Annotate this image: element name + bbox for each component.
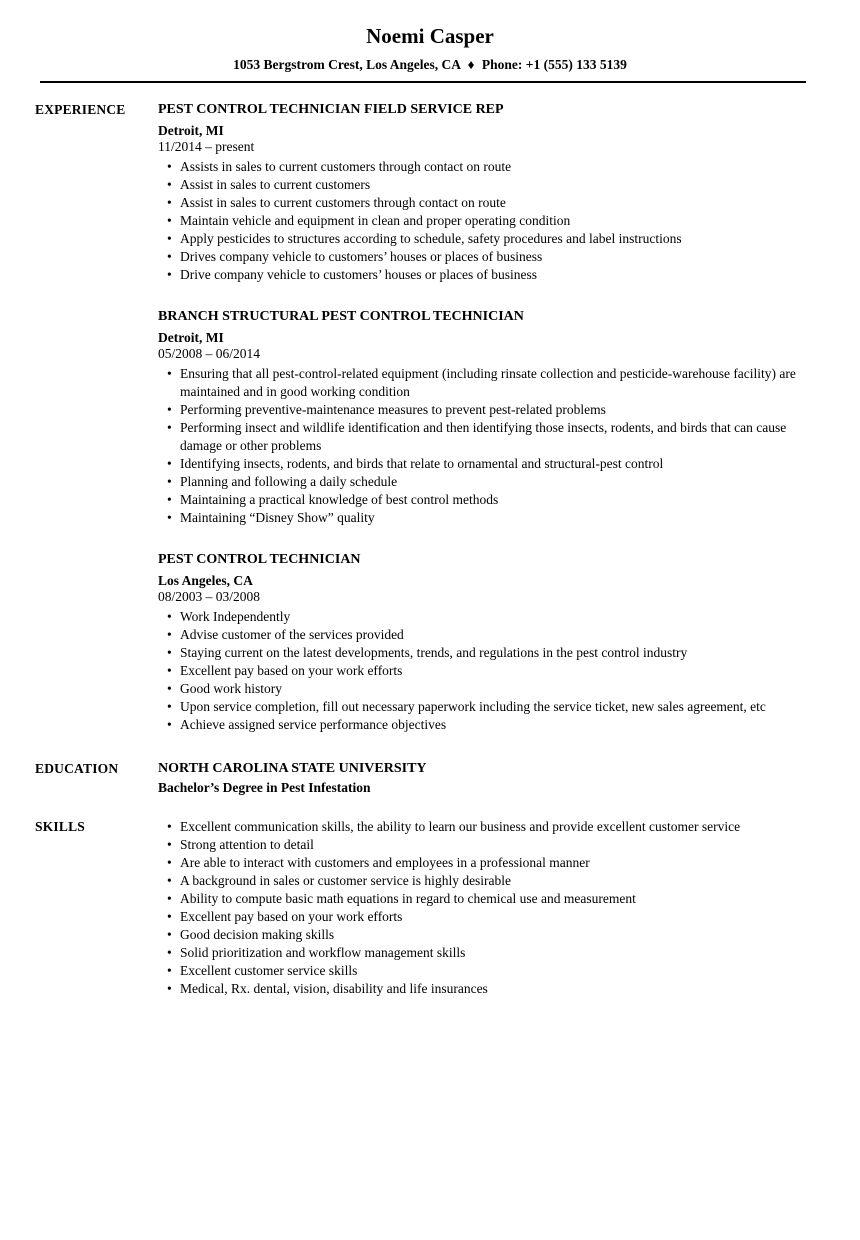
job-entry-3 — [158, 551, 808, 734]
bullet-item: • Staying current on the latest developments, trends, and regulations in the pest control industry — [158, 644, 808, 662]
bullet-item: • Good work history — [158, 680, 808, 698]
resume-header — [0, 0, 860, 83]
experience-content — [158, 101, 808, 734]
bullet-item: • Drive company vehicle to customers’ houses or places of business — [158, 266, 808, 284]
experience-section — [35, 101, 830, 734]
education-content — [158, 760, 808, 796]
skills-bullet-list — [158, 818, 808, 998]
bullet-item: • Good decision making skills — [158, 926, 808, 944]
bullet-item: • Performing preventive-maintenance measures to prevent pest-related problems — [158, 401, 808, 419]
bullet-item: • Assists in sales to current customers through contact on route — [158, 158, 808, 176]
bullet-item: • Are able to interact with customers and employees in a professional manner — [158, 854, 808, 872]
candidate-name: Noemi Casper — [366, 24, 494, 48]
degree-name: Bachelor’s Degree in Pest Infestation — [158, 780, 371, 795]
bullet-item: • A background in sales or customer service is highly desirable — [158, 872, 808, 890]
job-location: Los Angeles, CA — [158, 573, 253, 588]
bullet-item: • Excellent communication skills, the ability to learn our business and provide excellent customer service — [158, 818, 808, 836]
bullet-item: • Apply pesticides to structures according to schedule, safety procedures and label instructions — [158, 230, 808, 248]
bullet-item: • Performing insect and wildlife identification and then identifying those insects, rodents, and birds that can cause damage or other problems — [158, 419, 808, 455]
job-title: PEST CONTROL TECHNICIAN FIELD SERVICE REP — [158, 102, 504, 117]
contact-phone: Phone: +1 (555) 133 5139 — [481, 57, 627, 72]
bullet-item: • Medical, Rx. dental, vision, disability and life insurances — [158, 980, 808, 998]
job-dates: 05/2008 – 06/2014 — [158, 346, 261, 361]
diamond-separator-icon: ♦ — [467, 57, 475, 72]
job-bullet-list — [158, 158, 808, 284]
job-title: PEST CONTROL TECHNICIAN — [158, 552, 361, 567]
header-divider — [40, 81, 806, 83]
bullet-item: • Planning and following a daily schedule — [158, 473, 808, 491]
job-location: Detroit, MI — [158, 123, 224, 138]
bullet-item: • Maintaining a practical knowledge of best control methods — [158, 491, 808, 509]
skills-section — [35, 818, 830, 998]
bullet-item: • Achieve assigned service performance objectives — [158, 716, 808, 734]
job-entry-1 — [158, 101, 808, 284]
bullet-item: • Drives company vehicle to customers’ houses or places of business — [158, 248, 808, 266]
bullet-item: • Excellent pay based on your work efforts — [158, 662, 808, 680]
bullet-item: • Assist in sales to current customers — [158, 176, 808, 194]
bullet-item: • Identifying insects, rodents, and birds that relate to ornamental and structural-pest control — [158, 455, 808, 473]
job-location: Detroit, MI — [158, 330, 224, 345]
bullet-item: • Ensuring that all pest-control-related equipment (including rinsate collection and pesticide-warehouse facility) are maintained and in good working condition — [158, 365, 808, 401]
job-dates: 11/2014 – present — [158, 139, 255, 154]
bullet-item: • Ability to compute basic math equations in regard to chemical use and measurement — [158, 890, 808, 908]
bullet-item: • Work Independently — [158, 608, 808, 626]
bullet-item: • Maintaining “Disney Show” quality — [158, 509, 808, 527]
bullet-item: • Maintain vehicle and equipment in clean and proper operating condition — [158, 212, 808, 230]
bullet-item: • Solid prioritization and workflow management skills — [158, 944, 808, 962]
bullet-item: • Upon service completion, fill out necessary paperwork including the service ticket, new sales agreement, etc — [158, 698, 808, 716]
skills-content — [158, 818, 808, 998]
bullet-item: • Excellent customer service skills — [158, 962, 808, 980]
contact-address: 1053 Bergstrom Crest, Los Angeles, CA — [233, 57, 461, 72]
section-label-experience: EXPERIENCE — [35, 102, 126, 117]
contact-line — [0, 57, 860, 73]
education-section — [35, 760, 830, 796]
resume-body — [35, 101, 830, 998]
bullet-item: • Assist in sales to current customers through contact on route — [158, 194, 808, 212]
job-bullet-list — [158, 608, 808, 734]
bullet-item: • Excellent pay based on your work efforts — [158, 908, 808, 926]
bullet-item: • Advise customer of the services provided — [158, 626, 808, 644]
job-dates: 08/2003 – 03/2008 — [158, 589, 261, 604]
bullet-item: • Strong attention to detail — [158, 836, 808, 854]
section-label-skills: SKILLS — [35, 819, 85, 834]
job-entry-2 — [158, 308, 808, 527]
section-label-education: EDUCATION — [35, 761, 119, 776]
school-name: NORTH CAROLINA STATE UNIVERSITY — [158, 761, 427, 776]
job-bullet-list — [158, 365, 808, 527]
job-title: BRANCH STRUCTURAL PEST CONTROL TECHNICIAN — [158, 309, 524, 324]
